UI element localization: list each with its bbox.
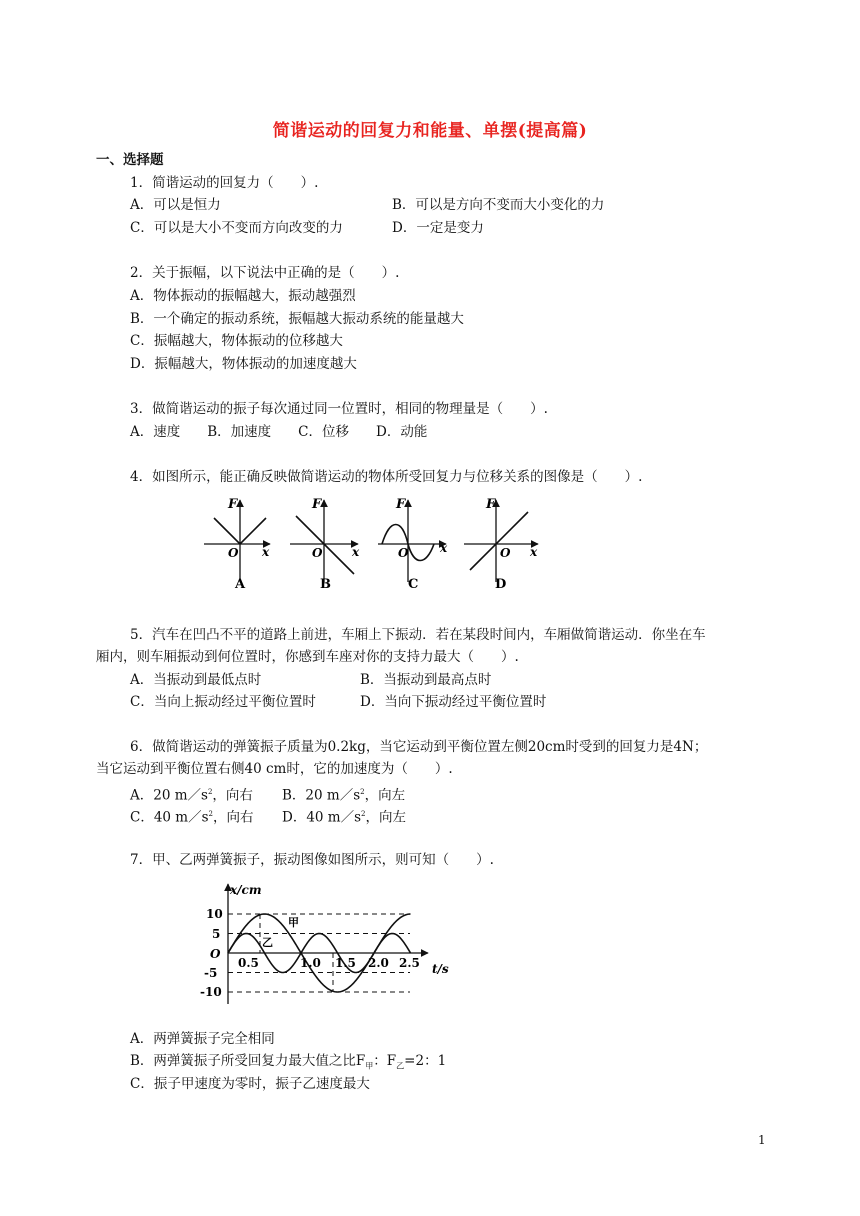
q7-series-yi: 乙: [262, 936, 273, 949]
q7-ytick-origin: O: [210, 947, 221, 961]
section-heading: 一、选择题: [96, 152, 164, 168]
q4-a-origin: O: [228, 546, 239, 560]
q4-graph-a: [204, 497, 270, 592]
q7-xtick-2-5: 2.5: [399, 956, 420, 970]
q5-option-b: B．当振动到最高点时: [360, 672, 492, 688]
q4-stem: 4．如图所示，能正确反映做简谐运动的物体所受回复力与位移关系的图像是（ ）.: [130, 469, 643, 485]
q7-figure: [196, 878, 466, 1012]
q4-a-x-label: x: [262, 545, 270, 559]
q5-option-c: C．当向上振动经过平衡位置时: [130, 694, 316, 710]
q7-xtick-1-5: 1.5: [335, 956, 356, 970]
q4-c-origin: O: [398, 546, 409, 560]
q7-option-b: B．两弹簧振子所受回复力最大值之比$F_甲$：$F_乙=2$：1: [130, 1053, 447, 1071]
q2-option-c: C．振幅越大，物体振动的位移越大: [130, 333, 343, 349]
q4-graph-b: [290, 497, 360, 592]
q7-ytick-neg5: -5: [204, 966, 218, 980]
q4-label-a: A: [235, 577, 246, 592]
q4-c-f-label: F: [396, 497, 406, 512]
q5-stem-line1: 5．汽车在凹凸不平的道路上前进，车厢上下振动．若在某段时间内，车厢做简谐运动．你坐在车: [130, 627, 706, 643]
page-title: 简谐运动的回复力和能量、单摆(提高篇): [272, 121, 588, 141]
q4-b-f-label: F: [312, 497, 322, 512]
q7-option-a: A．两弹簧振子完全相同: [130, 1031, 275, 1047]
q2-option-d: D．振幅越大，物体振动的加速度越大: [130, 356, 357, 372]
q1-option-c: C．可以是大小不变而方向改变的力: [130, 220, 343, 236]
q6-stem-line1: 6．做简谐运动的弹簧振子质量为0.2kg，当它运动到平衡位置左侧20cm时受到的回复力是4N；: [130, 739, 708, 755]
q4-label-c: C: [408, 577, 419, 592]
q6-option-d: D．40 $m/s^2$，向左: [282, 809, 406, 826]
q7-series-jia: 甲: [288, 916, 299, 929]
q7-stem: 7．甲、乙两弹簧振子，振动图像如图所示，则可知（ ）.: [130, 852, 494, 868]
q1-stem: 1．简谐运动的回复力（ ）.: [130, 175, 319, 191]
q7-xtick-0-5: 0.5: [238, 956, 259, 970]
q7-y-label: x/cm: [230, 883, 262, 897]
q4-figure: [196, 494, 556, 598]
q7-xtick-2-0: 2.0: [368, 956, 389, 970]
q1-option-b: B．可以是方向不变而大小变化的力: [392, 197, 605, 213]
q4-d-origin: O: [500, 546, 511, 560]
q4-b-origin: O: [312, 546, 323, 560]
q2-option-a: A．物体振动的振幅越大，振动越强烈: [130, 288, 356, 304]
q7-x-label: t/s: [432, 962, 449, 976]
q5-option-d: D．当向下振动经过平衡位置时: [360, 694, 547, 710]
q7-ytick-5: 5: [212, 927, 221, 941]
q4-a-f-label: F: [228, 497, 238, 512]
q4-c-x-label: x: [440, 541, 448, 555]
q7-ytick-neg10: -10: [200, 985, 222, 999]
q5-option-a: A．当振动到最低点时: [130, 672, 262, 688]
q4-graph-d: [464, 497, 538, 592]
q3-options: A．速度 B．加速度 C．位移 D．动能: [130, 424, 428, 440]
q3-stem: 3．做简谐运动的振子每次通过同一位置时，相同的物理量是（ ）.: [130, 401, 548, 417]
q1-option-a: A．可以是恒力: [130, 197, 221, 213]
q5-stem-line2: 厢内，则车厢振动到何位置时，你感到车座对你的支持力最大（ ）.: [96, 649, 519, 665]
q4-d-x-label: x: [530, 545, 538, 559]
q7-option-c: C．振子甲速度为零时，振子乙速度最大: [130, 1076, 370, 1092]
q4-label-b: B: [320, 577, 331, 592]
q6-option-b: B．20 $m/s^2$，向左: [282, 787, 406, 804]
page-number: 1: [758, 1133, 766, 1147]
q4-d-f-label: F: [486, 497, 496, 512]
q7-xtick-1-0: 1.0: [300, 956, 321, 970]
q6-option-c: C．40 $m/s^2$，向右: [130, 809, 254, 826]
q6-stem-line2: 当它运动到平衡位置右侧40 cm时，它的加速度为（ ）.: [96, 761, 453, 777]
q4-graph-c: [378, 497, 448, 592]
q2-option-b: B．一个确定的振动系统，振幅越大振动系统的能量越大: [130, 311, 464, 327]
q2-stem: 2．关于振幅，以下说法中正确的是（ ）.: [130, 265, 400, 281]
q1-option-d: D．一定是变力: [392, 220, 484, 236]
q7-ytick-10: 10: [206, 907, 223, 921]
q6-option-a: A．20 $m/s^2$，向右: [130, 787, 253, 804]
q4-label-d: D: [495, 577, 507, 592]
q4-b-x-label: x: [352, 545, 360, 559]
